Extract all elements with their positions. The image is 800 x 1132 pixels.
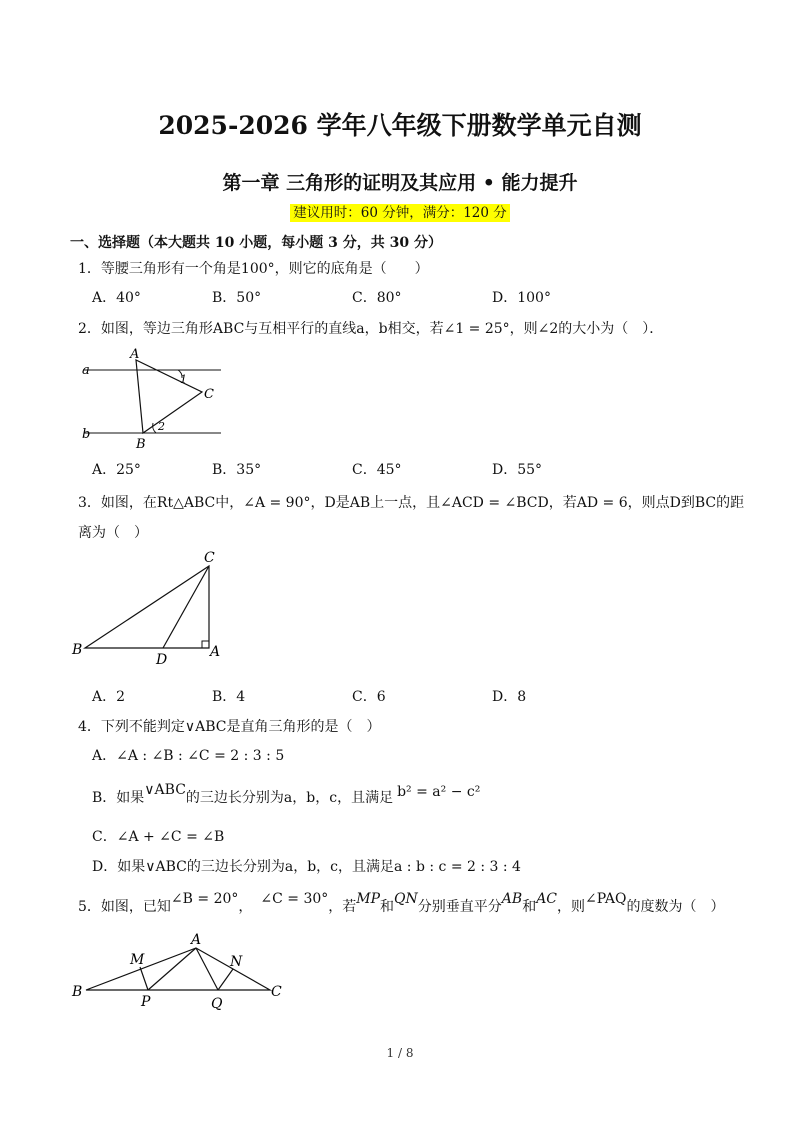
q2-figure [76,340,236,455]
q5-part: 分别垂直平分 [417,899,502,915]
q3-option-b: B．4 [212,689,246,705]
label-Q: Q [211,996,223,1012]
triangle-abc [136,360,202,433]
q3-option-c: C．6 [352,689,386,705]
label-b: b [82,427,91,442]
label-B: B [72,642,83,658]
q4-option-d: D．如果∨ABC的三边长分别为a，b，c，且满足a : b : c = 2 : 3 : 4 [92,859,521,875]
label-C: C [204,387,214,402]
q4-option-b [92,782,481,807]
q5-part: ， [238,899,253,915]
q5-ac: AC [536,891,558,907]
label-a: a [82,363,90,378]
q5-part: 和 [380,899,395,915]
q5-part: 和 [522,899,537,915]
time-hint-row [0,201,800,221]
q1-option-b: B．50° [212,290,262,306]
segment-mp [140,967,148,990]
label-A: A [130,347,140,362]
triangle-abc [85,566,209,648]
q4-option-b-prefix: B．如果 [92,790,145,806]
label-B: B [72,984,83,1000]
q4-option-b-body: 的三边长分别为a，b，c，且满足 [185,790,394,806]
question-3-text-line2: 离为（ ） [78,525,148,541]
q1-option-d: D．100° [492,290,551,306]
q4-option-c: C．∠A + ∠C = ∠B [92,829,225,845]
question-1-text: 1．等腰三角形有一个角是100°，则它的底角是（ ） [78,261,429,277]
triangle-abc [86,948,270,990]
q5-mp: MP [356,891,381,907]
question-4-text: 4．下列不能判定∨ABC是直角三角形的是（ ） [78,719,381,735]
q1-option-c: C．80° [352,290,402,306]
q3-option-d: D．8 [492,689,527,705]
q5-angle-c: ∠C = 30° [260,891,329,907]
label-C: C [204,550,215,566]
segment-cd [163,566,209,648]
q2-option-c: C．45° [352,462,402,478]
segment-qn [218,969,233,990]
q5-figure [68,930,288,1012]
q2-option-d: D．55° [492,462,543,478]
label-D: D [156,652,168,668]
q3-option-a: A．2 [92,689,126,705]
label-A: A [210,644,221,660]
label-angle-1: 1 [180,373,187,386]
q5-angle-b: ∠B = 20° [170,891,239,907]
q1-option-a: A．40° [92,290,141,306]
q3-figure [68,548,228,668]
section-heading: 一、选择题（本大题共 10 小题，每小题 3 分，共 30 分） [70,235,442,251]
q4-option-b-symbol: ∨ABC [144,782,186,798]
q5-part: ，若 [328,899,357,915]
label-N: N [230,954,243,970]
q4-option-a: A．∠A : ∠B : ∠C = 2 : 3 : 5 [92,748,285,764]
q4-option-b-equation: b² = a² − c² [397,784,481,800]
q5-part: ，则 [557,899,586,915]
q5-qn: QN [394,891,418,907]
chapter-subtitle: 第一章 三角形的证明及其应用 • 能力提升 [222,172,578,194]
segment-ap [148,948,196,990]
label-A: A [191,932,202,948]
question-3-text-line1: 3．如图，在Rt△ABC中，∠A = 90°，D是AB上一点，且∠ACD = ∠BCD，若AD = 6，则点D到BC的距 [78,495,745,511]
time-hint: 建议用时：60 分钟，满分：120 分 [290,204,510,222]
q2-option-b: B．35° [212,462,262,478]
label-M: M [130,952,145,968]
question-2-text: 2．如图，等边三角形ABC与互相平行的直线a，b相交，若∠1 = 25°，则∠2的大小为（ ）． [78,321,664,337]
label-B: B [136,437,146,452]
page-title: 2025-2026 学年八年级下册数学单元自测 [158,111,642,140]
page-number: 1 / 8 [386,1046,414,1060]
label-C: C [271,984,282,1000]
q5-part: 5．如图，已知 [78,899,171,915]
q2-option-a: A．25° [92,462,141,478]
right-angle-mark [202,641,209,648]
q5-part: 的度数为（ ） [626,899,725,915]
q5-angle-paq: ∠PAQ [585,891,627,907]
q5-ab: AB [501,891,523,907]
label-P: P [141,994,151,1010]
question-5-text [78,891,725,916]
label-angle-2: 2 [158,420,165,433]
